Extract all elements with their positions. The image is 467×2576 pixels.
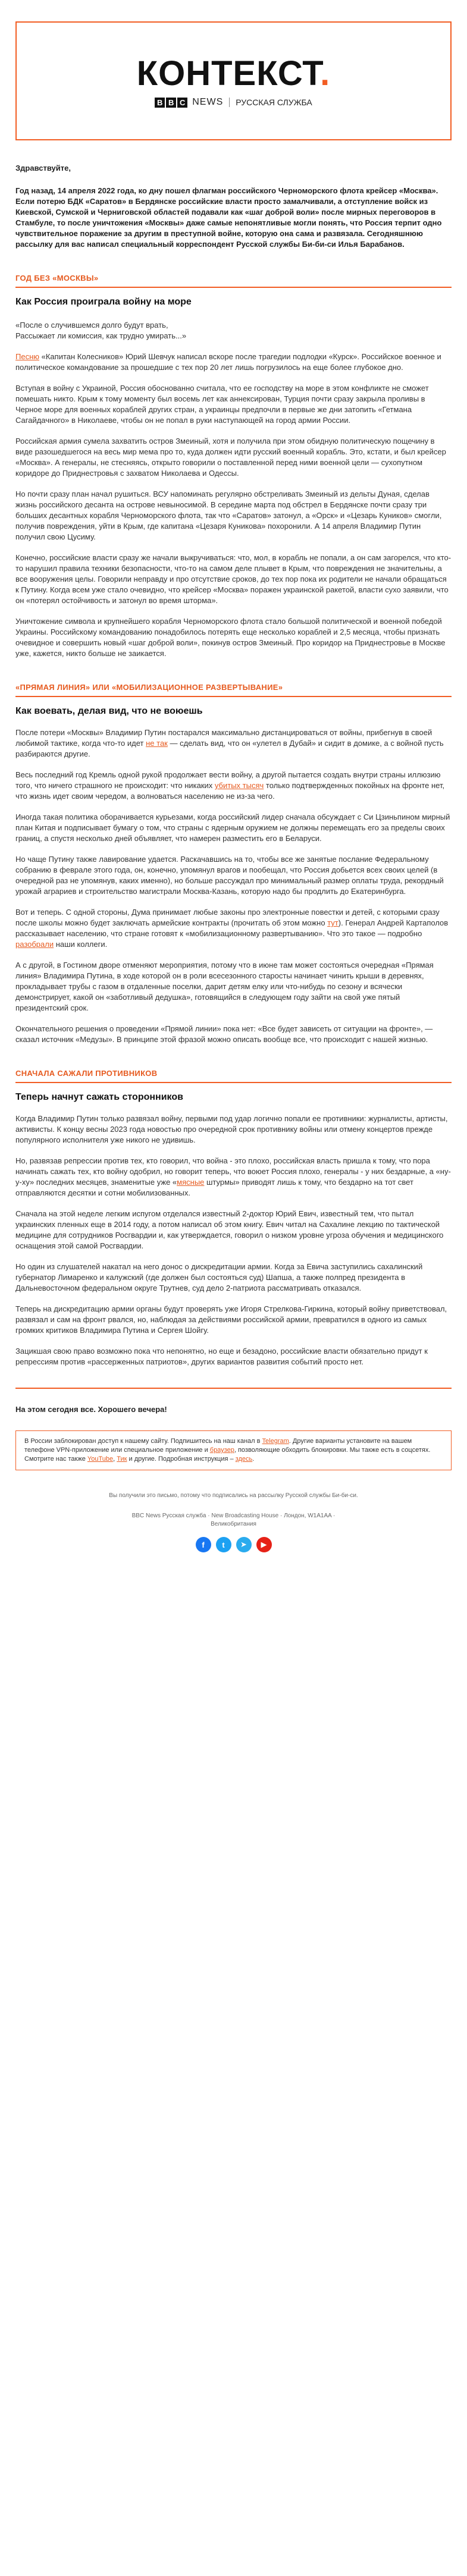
article-paragraph: Окончательного решения о проведении «Прямой линии» пока нет: «Все будет зависеть от ситуации на фронте», — сказал источник «Медузы». В принципе этой фразой можно описать вообще все, что происходит с нашей жизнью. [15, 1024, 433, 1044]
inline-link[interactable]: не так [146, 739, 168, 748]
notice-text: . Другие варианты установите на вашем телефоне VPN-приложение или специальное приложение и [24, 1438, 412, 1454]
browser-link[interactable]: браузер [209, 1447, 234, 1454]
article-title: Теперь начнут сажать сторонников [15, 1092, 183, 1102]
paragraph-text: Вот и теперь. С одной стороны, Дума принимает любые законы про электронные повестки и детей, с которыми сразу после школы можно будет заключать армейские контракты (прочитать об этом можно [15, 908, 440, 927]
paragraph-text: Но, развязав репрессии против тех, кто говорил, что война - это плохо, российская власть пришла к тому, что пора начинать сажать тех, кто войну одобрил, но говорит теперь, что воюет Россия плохо, генералы - у них бездарные, а «ну-у-ху» последних месяцев, знаменитые уже « [15, 1156, 451, 1187]
article-paragraph: Когда Владимир Путин только развязал войну, первыми под удар логично попали ее противники: журналисты, артисты, активисты. К концу весны 2023 года новостью про очередной срок противнику войны или отмену концертов прежде популярного исполнителя уже никого не удивишь. [15, 1114, 448, 1144]
footer-address: BBC News Русская служба · New Broadcasting House · Лондон, W1A1AA · Великобритания [131, 1513, 336, 1527]
inline-link[interactable]: мясные [177, 1178, 205, 1187]
telegram-icon[interactable]: ➤ [236, 1537, 252, 1552]
article-paragraph: Конечно, российские власти сразу же начали выкручиваться: что, мол, в корабль не попали, а он сам загорелся, что кто-то нарушил правила техники безопасности, что-то на самом деле плывет в Крым, что повреждения не значительны, а все вооружения целы. Говорили неправду и про отсутствие сроков, до тех пор пока их родители не начали обращаться к Путину. Когда всем уже стало очевидно, что крейсер «Москва» поражен украинской ракетой, власти сухо заявили, что он «потерял остойчивость и затонул во время шторма». [15, 553, 452, 605]
inline-link[interactable]: тут [327, 918, 339, 927]
social-links [0, 1537, 467, 1576]
logo-text: КОНТЕКСТ [136, 54, 321, 93]
article-paragraph [15, 1156, 452, 1198]
bbc-letter: C [177, 98, 187, 108]
poem-quote [15, 320, 452, 341]
article-paragraph: Но один из слушателей накатал на него донос о дискредитации армии. Когда за Евича заступились сахалинский губернатор Лимаренко и калужский (где должен был состояться суд) Шапша, а также полпред президента в Дальневосточном федеральном округе Трутнев, суд дело 2-патриота рассматривать отказался. [15, 1262, 423, 1292]
logo-dot: . [320, 54, 331, 93]
notice-text: , [113, 1455, 117, 1463]
service-label: РУССКАЯ СЛУЖБА [236, 98, 312, 107]
article-paragraph [15, 727, 452, 760]
bbc-news-label: NEWS [192, 97, 224, 107]
article-paragraph: Иногда такая политика оборачивается курьезами, когда российский лидер сначала обсуждает с Си Цзиньпином мирный план Китая и подписывает бумагу о том, что страны с ядерным оружием не должны перемещать его за пределы своих границ, а спустя несколько дней объявляет, что намерен разместить его в Беларуси. [15, 812, 450, 843]
paragraph-text: штурмы» приводят лишь к тому, что бездарно на тот свет отправляются десятки и сотни мобилизованных. [15, 1178, 413, 1197]
header-banner [15, 21, 452, 140]
paragraph-text: наши коллеги. [54, 940, 108, 949]
inline-link[interactable]: разобрали [15, 940, 54, 949]
notice-text: , позволяющие обходить блокировки. Мы также есть в соцсетях. Смотрите нас также [24, 1447, 431, 1463]
bbc-letter: B [166, 98, 176, 108]
section-divider [15, 1388, 452, 1389]
logo-kontekst [17, 56, 450, 92]
paragraph-text: только подтвержденных покойных на фронте нет, что жизнь идет своим чередом, а волноваться населению не из-за чего. [15, 781, 445, 801]
article-paragraph: Теперь на дискредитацию армии органы будут проверять уже Игоря Стрелкова-Гиркина, который войну приветствовал, развязал и сам на фронт рвался, но, наблюдая за действиями российской армии, превратился в одного из самых громких критиков Владимира Путина и Сергея Шойгу. [15, 1304, 447, 1335]
poem-line: Рассыжает ли комиссия, как трудно умирать...» [15, 331, 187, 340]
paragraph-text: ). Генерал Андрей Картаполов рассказывает населению, что стране готовят к «мобилизационному развертыванию». Что это такое — подробно [15, 918, 449, 938]
paragraph-text: Весь последний год Кремль одной рукой продолжает вести войну, а другой пытается создать внутри страны иллюзию того, что ничего страшного не происходит: что никаких [15, 770, 441, 790]
article-paragraph: Вступая в войну с Украиной, Россия обоснованно считала, что ее господству на море в этом конфликте не сможет помешать никто. Крым к тому моменту был восемь лет как аннексирован, Турция почти сразу закрыла проливы в Черное море для военных кораблей других стран, а украинцы предпочли в первые же дни затопить «Гетмана Сагайдачного» в Николаеве, чтобы он не попал в руки наступающей на город армии России. [15, 384, 429, 425]
article-paragraph [15, 352, 452, 373]
article-paragraph: Но чаще Путину также лавирование удается. Раскачавшись на то, чтобы все же занятые послание Федеральному собранию в феврале этого года, он, конечно, упомянул врагов и пообещал, что Россия добьется всех своих целей (в очередной раз не упомянув, каких именно), но больше рассуждал про минимальный размер оплаты труда, рекордный урожай аграриев и строительство магистрали Москва-Казань, которую надо бы продлить до Екатеринбурга. [15, 855, 444, 896]
notice-text: . [252, 1455, 255, 1463]
section-heading: «ПРЯМАЯ ЛИНИЯ» ИЛИ «МОБИЛИЗАЦИОННОЕ РАЗВЕРТЫВАНИЕ» [15, 683, 283, 692]
article-paragraph [15, 770, 452, 802]
intro-paragraph: Год назад, 14 апреля 2022 года, ко дну пошел флагман российского Черноморского флота крейсер «Москва». Если потерю БДК «Саратов» в Бердянске российские власти просто замалчивали, а отступление войск из Киевской, Сумской и Черниговской областей подавали как «шаг доброй воли» после мирных переговоров в Стамбуле, то после уничтожения «Москвы» даже самые непонятливые могли понять, что Россия терпит одно чувствительное поражение за другим в преступной войне, которую она сама и развязала. Сегодняшнюю рассылку для вас написал специальный корреспондент Русской службы Би-би-си Илья Барабанов. [15, 186, 442, 249]
article-title: Как Россия проиграла войну на море [15, 297, 192, 307]
outro-text: На этом сегодня все. Хорошего вечера! [15, 1405, 167, 1414]
article-paragraph: Российская армия сумела захватить остров Змеиный, хотя и получила при этом обидную политическую пощечину в виде разошедшегося на весь мир мема про то, куда должен идти русский военный корабль. Это, кстати, и был крейсер «Москва». А генералы, не стесняясь, открыто говорили о поставленной перед ними военной цели — сухопутном коридоре до Приднестровья с захватом Николаева и Одессы. [15, 437, 446, 478]
bbc-letter: B [155, 98, 165, 108]
blocking-notice [15, 1430, 452, 1470]
bbc-brand [17, 97, 450, 108]
tiktok-link[interactable]: Тик [117, 1455, 127, 1463]
notice-text: В России заблокирован доступ к нашему сайту. Подпишитесь на наш канал в [24, 1438, 262, 1445]
article-title: Как воевать, делая вид, что не воюешь [15, 706, 203, 716]
facebook-icon[interactable]: f [196, 1537, 211, 1552]
youtube-link[interactable]: YouTube [87, 1455, 114, 1463]
article-paragraph [15, 907, 452, 950]
paragraph-text: — сделать вид, что он «улетел в Дубай» и сидит в домике, а с войной пусть разбираются другие. [15, 739, 444, 758]
song-link[interactable]: Песню [15, 352, 40, 361]
article-paragraph: Сначала на этой неделе легким испугом отделался известный 2-доктор Юрий Евич, известный тем, что пытал украинских пленных еще в 2014 году, а потом написал об этом книгу. Евич читал на Сахалине лекцию по тактической медицине для сотрудников Росгвардии и, как утверждается, говорил о низком уровне угроза обучения и медицинского оснащения этой самой Росгвардии. [15, 1209, 444, 1250]
twitter-icon[interactable]: t [216, 1537, 231, 1552]
section-divider [15, 287, 452, 288]
article-paragraph: Уничтожение символа и крупнейшего корабля Черноморского флота стало большой политической и военной победой Украины. Российскому командованию понадобилось потерять еще несколько кораблей и 2,5 месяца, чтобы признать очевидное и совершить новый «шаг доброй воли», покинув остров Змеиный. Про коридор на Приднестровье в Москве уже, кажется, никто больше не заикается. [15, 617, 446, 658]
section-divider [15, 696, 452, 697]
poem-line: «После о случившемся долго будут врать, [15, 321, 168, 330]
telegram-link[interactable]: Telegram [262, 1438, 289, 1445]
article-paragraph: Но почти сразу план начал рушиться. ВСУ напоминать регулярно обстреливать Змеиный из дельты Дуная, сделав жизнь российского десанта на острове невыносимой. В середине марта под обстрел в Бердянске почти сразу три больших десантных корабля Черноморского флота, так что «Саратов» затонул, а «Орск» и «Цезарь Куников» смогли, получив повреждения, уйти в Крым, где капитана «Цезаря Куникова» похоронили. А 14 апреля Владимир Путин получил свою Цусиму. [15, 490, 442, 541]
section-heading: СНАЧАЛА САЖАЛИ ПРОТИВНИКОВ [15, 1069, 158, 1078]
footer-subscription-note: Вы получили это письмо, потому что подписались на рассылку Русской службы Би-би-си. [109, 1492, 358, 1499]
youtube-icon[interactable]: ▶ [256, 1537, 272, 1552]
section-heading: ГОД БЕЗ «МОСКВЫ» [15, 274, 99, 283]
article-paragraph: А с другой, в Гостином дворе отменяют мероприятия, потому что в июне там может состояться очередная «Прямая линия» Владимира Путина, в ходе которой он в роли всесезонного старосты начинает чинить крыши в деревнях, прокладывает трубы с газом в отдаленные поселки, дарит детям елку или что-нибудь по сезону и всячески демонстрирует, какой он «заботливый дедушка», готовящийся в следующем году зайти на свой уже пятый президентский срок. [15, 961, 434, 1012]
divider [229, 98, 230, 107]
greeting: Здравствуйте, [15, 164, 71, 172]
paragraph-text: «Капитан Колесников» Юрий Шевчук написал вскоре после трагедии подлодки «Курск». Российское военное и политическое командование за прошедшие с тех пор 20 лет лишь погрузилось на еще более глубокое дно. [15, 352, 441, 372]
bbc-logo [155, 98, 187, 108]
paragraph-text: После потери «Москвы» Владимир Путин постарался максимально дистанцироваться от войны, прибегнув в своей любимой тактике, когда что-то идет [15, 728, 432, 748]
inline-link[interactable]: убитых тысяч [214, 781, 264, 790]
article-paragraph: Зацикшая свою право возможно пока что непонятно, но еще и безадоно, российские власти обязательно придут к репрессиям против «рассерженных патриотов», других вариантов развития событий просто нет. [15, 1347, 428, 1366]
notice-text: и другие. Подробная инструкция – [127, 1455, 236, 1463]
section-divider [15, 1082, 452, 1083]
instructions-link[interactable]: здесь [235, 1455, 253, 1463]
